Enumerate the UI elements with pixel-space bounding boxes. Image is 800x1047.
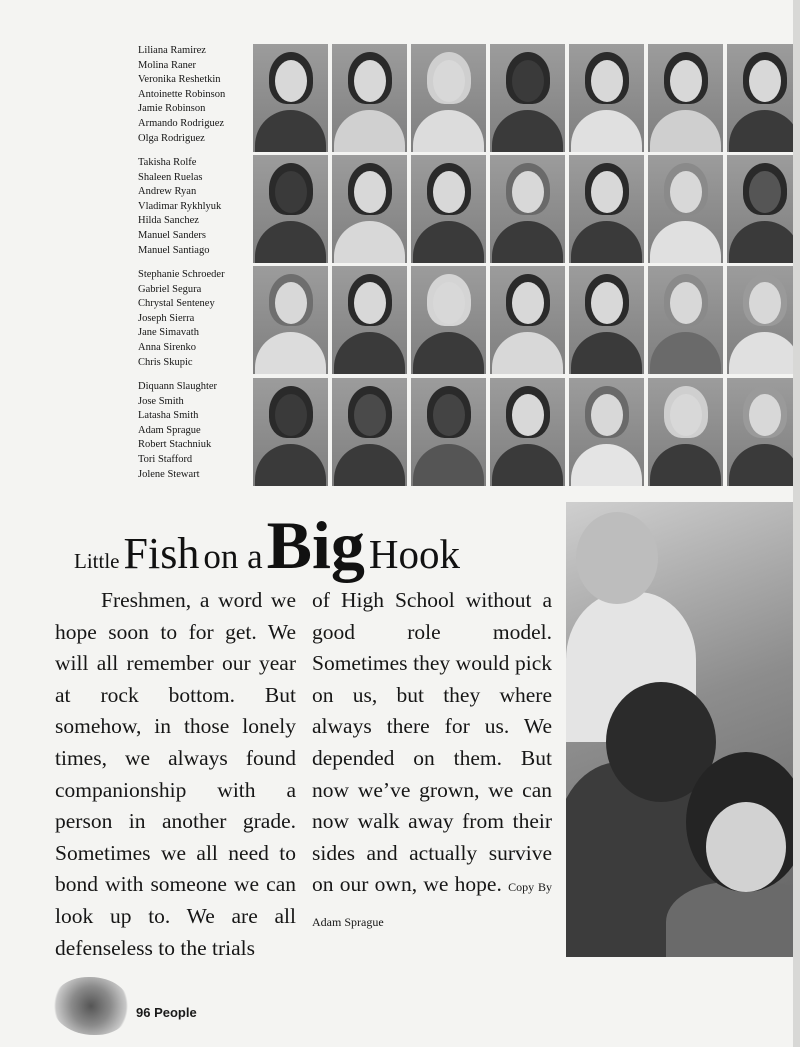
headline-on-a: on a	[203, 537, 263, 576]
student-name: Chris Skupic	[138, 356, 193, 368]
name-list-row-1	[138, 44, 250, 146]
portrait-photo	[648, 44, 723, 152]
portrait-photo	[411, 155, 486, 263]
portrait-photo	[648, 378, 723, 486]
student-name: Manuel Sanders	[138, 229, 206, 241]
student-name: Jolene Stewart	[138, 468, 200, 480]
student-name: Jose Smith	[138, 395, 184, 407]
portrait-photo	[490, 44, 565, 152]
student-name: Vladimar Rykhlyuk	[138, 200, 222, 212]
portrait-photo	[253, 44, 328, 152]
article-credit: Copy By Adam Sprague	[312, 880, 552, 929]
portrait-photo	[490, 266, 565, 374]
name-list-row-2	[138, 156, 250, 258]
portrait-photo	[569, 155, 644, 263]
name-list-row-4	[138, 380, 250, 482]
portrait-photo	[332, 155, 407, 263]
portrait-photo	[648, 266, 723, 374]
student-name: Liliana Ramirez	[138, 45, 206, 56]
portrait-photo	[727, 155, 793, 263]
article-column-1: Freshmen, a word we hope soon to for get. We will all remember our year at rock bottom. But somehow, in those lonely times, we always found companionship with a person in another grade. Sometimes we all need to bond with someone we can look up to. We are all defenseless to the trials	[55, 588, 296, 960]
portrait-photo	[332, 266, 407, 374]
name-list-row-3	[138, 268, 250, 370]
thumbprint-graphic	[52, 977, 130, 1035]
article-column-2	[312, 585, 552, 939]
headline-little: Little	[74, 549, 120, 573]
student-name: Molina Raner	[138, 59, 197, 71]
portrait-photo	[727, 44, 793, 152]
headline	[74, 506, 460, 585]
student-name: Shaleen Ruelas	[138, 171, 203, 183]
student-name: Joseph Sierra	[138, 312, 195, 324]
portrait-photo	[332, 44, 407, 152]
student-name: Tori Stafford	[138, 453, 193, 465]
student-name: Gabriel Segura	[138, 283, 202, 295]
headline-hook: Hook	[368, 531, 460, 577]
portrait-photo	[253, 266, 328, 374]
page-label: 96 People	[136, 1005, 197, 1020]
portrait-photo	[569, 44, 644, 152]
portrait-photo	[253, 378, 328, 486]
portrait-photo	[490, 378, 565, 486]
student-name: Takisha Rolfe	[138, 157, 197, 168]
student-name: Armando Rodriguez	[138, 117, 225, 129]
student-name: Antoinette Robinson	[138, 88, 226, 100]
student-name: Adam Sprague	[138, 424, 201, 436]
student-name: Hilda Sanchez	[138, 215, 199, 227]
student-name: Manuel Santiago	[138, 244, 210, 256]
student-name: Diquann Slaughter	[138, 381, 218, 392]
student-name: Robert Stachniuk	[138, 439, 212, 451]
portrait-photo	[727, 266, 793, 374]
portrait-photo	[332, 378, 407, 486]
student-name: Stephanie Schroeder	[138, 269, 225, 280]
portrait-photo	[727, 378, 793, 486]
portrait-photo	[490, 155, 565, 263]
candid-photo	[566, 502, 800, 957]
portrait-photo	[411, 44, 486, 152]
portrait-photo	[411, 266, 486, 374]
student-name: Andrew Ryan	[138, 186, 197, 198]
headline-fish: Fish	[123, 529, 200, 578]
portrait-photo	[569, 266, 644, 374]
page-edge	[793, 0, 800, 1047]
student-name: Jane Simavath	[138, 327, 199, 339]
headline-big: Big	[266, 507, 365, 583]
student-name: Latasha Smith	[138, 410, 199, 422]
portrait-photo	[648, 155, 723, 263]
article-column-2-text: of High School without a good role model. Sometimes they would pick on us, but they where always there for us. We depended on them. But now we’ve grown, we can now walk away from their sides and actually survive on our own, we hope.	[312, 588, 552, 897]
student-name: Veronika Reshetkin	[138, 74, 221, 86]
student-name: Anna Sirenko	[138, 341, 197, 353]
student-name: Olga Rodriguez	[138, 132, 205, 144]
portrait-photo	[569, 378, 644, 486]
student-name: Jamie Robinson	[138, 103, 206, 115]
student-name: Chrystal Senteney	[138, 298, 215, 310]
portrait-photo	[253, 155, 328, 263]
portrait-photo	[411, 378, 486, 486]
